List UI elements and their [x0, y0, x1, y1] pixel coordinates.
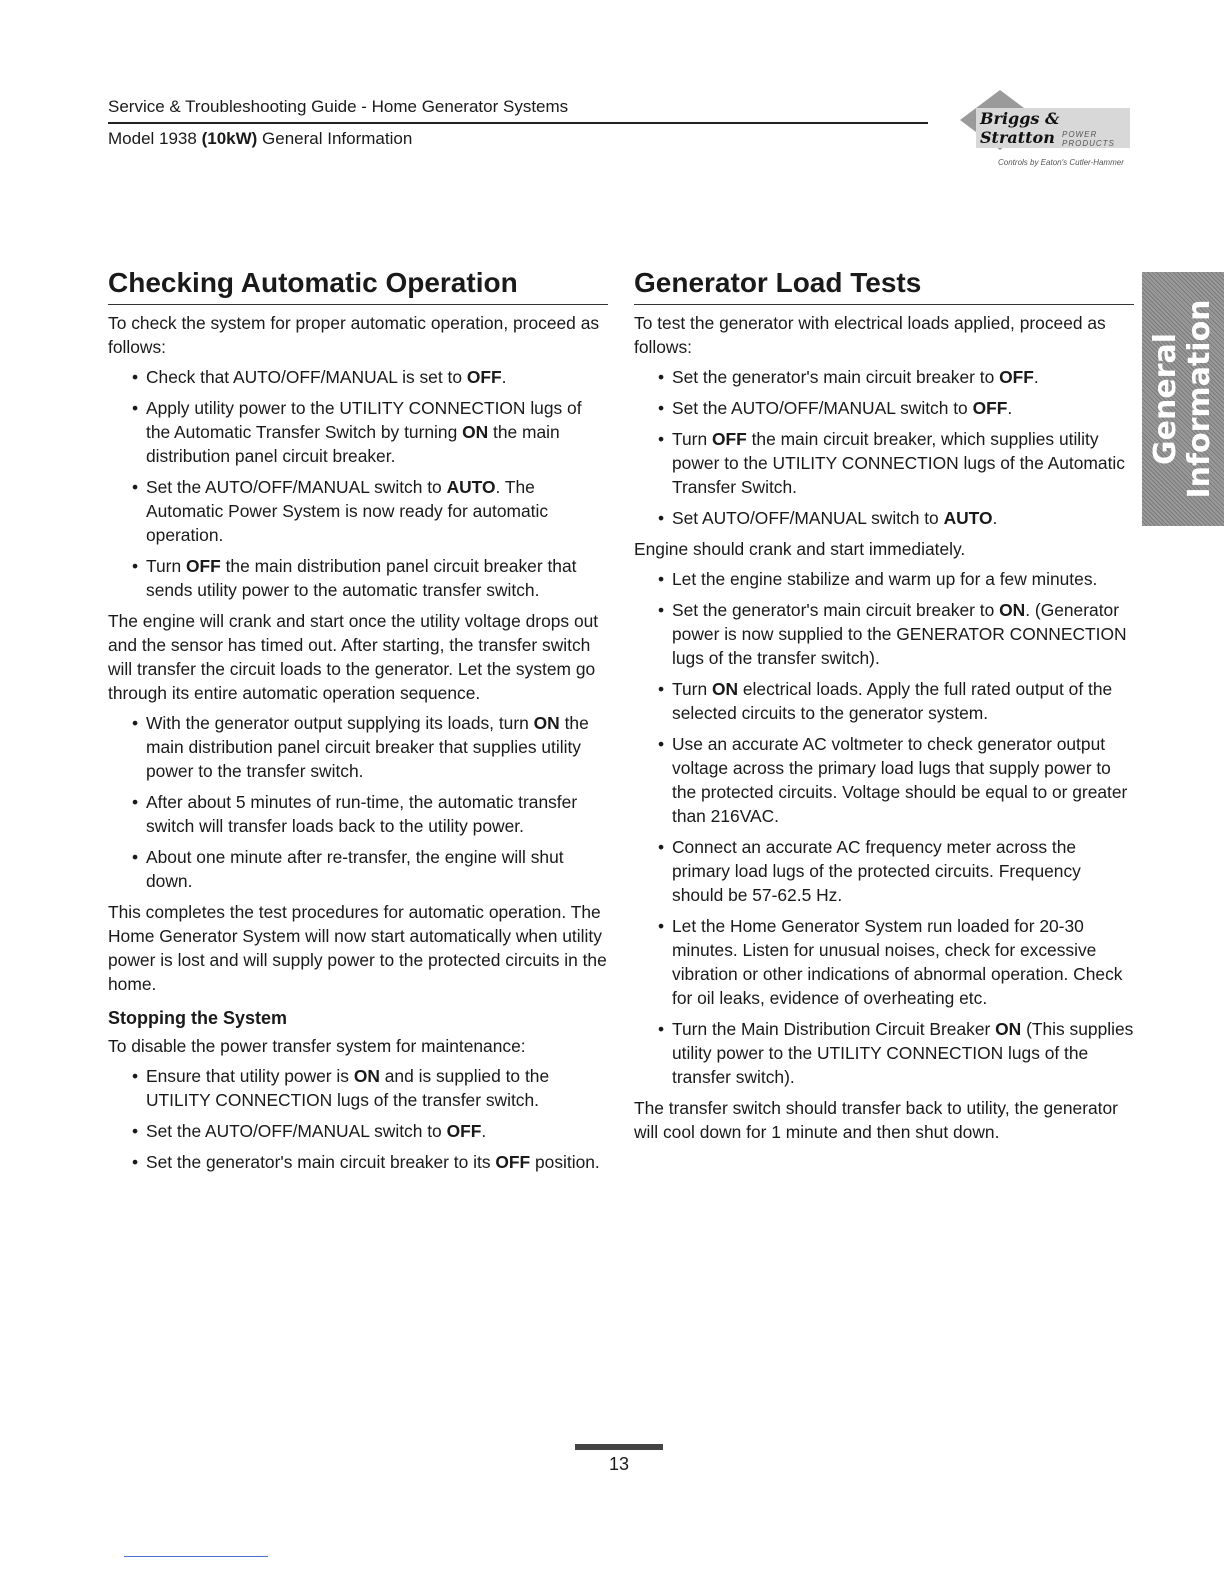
list-item: • Set the AUTO/OFF/MANUAL switch to OFF. [132, 1119, 608, 1143]
right-heading: Generator Load Tests [634, 264, 1134, 305]
left-steps-list [108, 365, 608, 602]
list-item: • Set the AUTO/OFF/MANUAL switch to AUTO. The Automatic Power System is now ready for automatic operation. [132, 475, 608, 547]
list-item: • Connect an accurate AC frequency meter across the primary load lugs of the protected circuits. Frequency should be 57-62.5 Hz. [658, 835, 1134, 907]
model-suffix: General Information [257, 129, 413, 148]
list-item: • Use an accurate AC voltmeter to check generator output voltage across the primary load lugs that supply power to the protected circuits. Voltage should be equal to or greater than 216VAC. [658, 732, 1134, 828]
list-item: • Set the generator's main circuit breaker to its OFF position. [132, 1150, 608, 1174]
right-intro: To test the generator with electrical loads applied, proceed as follows: [634, 313, 1106, 357]
list-item: • Turn OFF the main circuit breaker, which supplies utility power to the UTILITY CONNECTION lugs of the Automatic Transfer Switch. [658, 427, 1134, 499]
guide-title: Service & Troubleshooting Guide - Home Generator Systems [108, 97, 569, 116]
list-item: • Turn OFF the main distribution panel circuit breaker that sends utility power to the automatic transfer switch. [132, 554, 608, 602]
list-item: • Set AUTO/OFF/MANUAL switch to AUTO. [658, 506, 1134, 530]
stopping-steps-list [108, 1064, 608, 1174]
logo-tag: Controls by Eaton's Cutler-Hammer [998, 158, 1124, 167]
list-item: • With the generator output supplying its loads, turn ON the main distribution panel circuit breaker that supplies utility power to the transfer switch. [132, 711, 608, 783]
page-header [108, 96, 928, 148]
right-steps-list-2 [634, 567, 1134, 1089]
section-side-tab [1142, 272, 1224, 526]
stopping-subheading: Stopping the System [108, 1008, 288, 1028]
left-paragraph-3: This completes the test procedures for automatic operation. The Home Generator System will now start automatically when utility power is lost and will supply power to the protected circuits in the home. [108, 902, 607, 994]
list-item: • Set the generator's main circuit breaker to OFF. [658, 365, 1134, 389]
footer-rule [124, 1556, 268, 1557]
brand-logo [940, 88, 1130, 178]
right-closing: The transfer switch should transfer back to utility, the generator will cool down for 1 minute and then shut down. [634, 1098, 1118, 1142]
model-line [108, 128, 412, 150]
side-tab-line1: General [1148, 333, 1183, 466]
model-bold: (10kW) [201, 129, 258, 148]
side-tab-line2: Information [1182, 299, 1217, 499]
side-tab-text [1149, 299, 1217, 498]
model-prefix: Model 1938 [108, 129, 202, 148]
list-item: • Check that AUTO/OFF/MANUAL is set to OFF. [132, 365, 608, 389]
logo-sub: POWER PRODUCTS [1062, 130, 1115, 148]
page-number-bar [575, 1444, 663, 1450]
stopping-intro: To disable the power transfer system for maintenance: [108, 1036, 526, 1056]
right-steps-list [634, 365, 1134, 530]
left-column [108, 264, 608, 1181]
list-item: • Turn the Main Distribution Circuit Breaker ON (This supplies utility power to the UTILITY CONNECTION lugs of the transfer switch). [658, 1017, 1134, 1089]
page-number [574, 1444, 664, 1475]
list-item: • Turn ON electrical loads. Apply the full rated output of the selected circuits to the generator system. [658, 677, 1134, 725]
list-item: • Set the AUTO/OFF/MANUAL switch to OFF. [658, 396, 1134, 420]
header-rule [108, 122, 928, 124]
list-item: • Let the Home Generator System run loaded for 20-30 minutes. Listen for unusual noises, check for excessive vibration or other indications of abnormal operation. Check for oil leaks, evidence of overheating etc. [658, 914, 1134, 1010]
engine-note: Engine should crank and start immediately. [634, 539, 966, 559]
list-item: • Let the engine stabilize and warm up for a few minutes. [658, 567, 1134, 591]
left-paragraph-2: The engine will crank and start once the utility voltage drops out and the sensor has timed out. After starting, the transfer switch will transfer the circuit loads to the generator. Let the system go through its entire automatic operation sequence. [108, 611, 599, 703]
list-item: • Set the generator's main circuit breaker to ON. (Generator power is now supplied to the GENERATOR CONNECTION lugs of the transfer switch). [658, 598, 1134, 670]
page-number-text: 13 [608, 1454, 630, 1474]
left-intro: To check the system for proper automatic operation, proceed as follows: [108, 313, 600, 357]
right-column [634, 264, 1134, 1150]
left-steps-list-2 [108, 711, 608, 893]
list-item: • Apply utility power to the UTILITY CONNECTION lugs of the Automatic Transfer Switch by turning ON the main distribution panel circuit breaker. [132, 396, 608, 468]
list-item: • About one minute after re-transfer, the engine will shut down. [132, 845, 608, 893]
list-item: • After about 5 minutes of run-time, the automatic transfer switch will transfer loads back to the utility power. [132, 790, 608, 838]
left-heading: Checking Automatic Operation [108, 264, 608, 305]
logo-brand: Briggs & Stratton [976, 108, 1130, 148]
list-item: • Ensure that utility power is ON and is supplied to the UTILITY CONNECTION lugs of the transfer switch. [132, 1064, 608, 1112]
